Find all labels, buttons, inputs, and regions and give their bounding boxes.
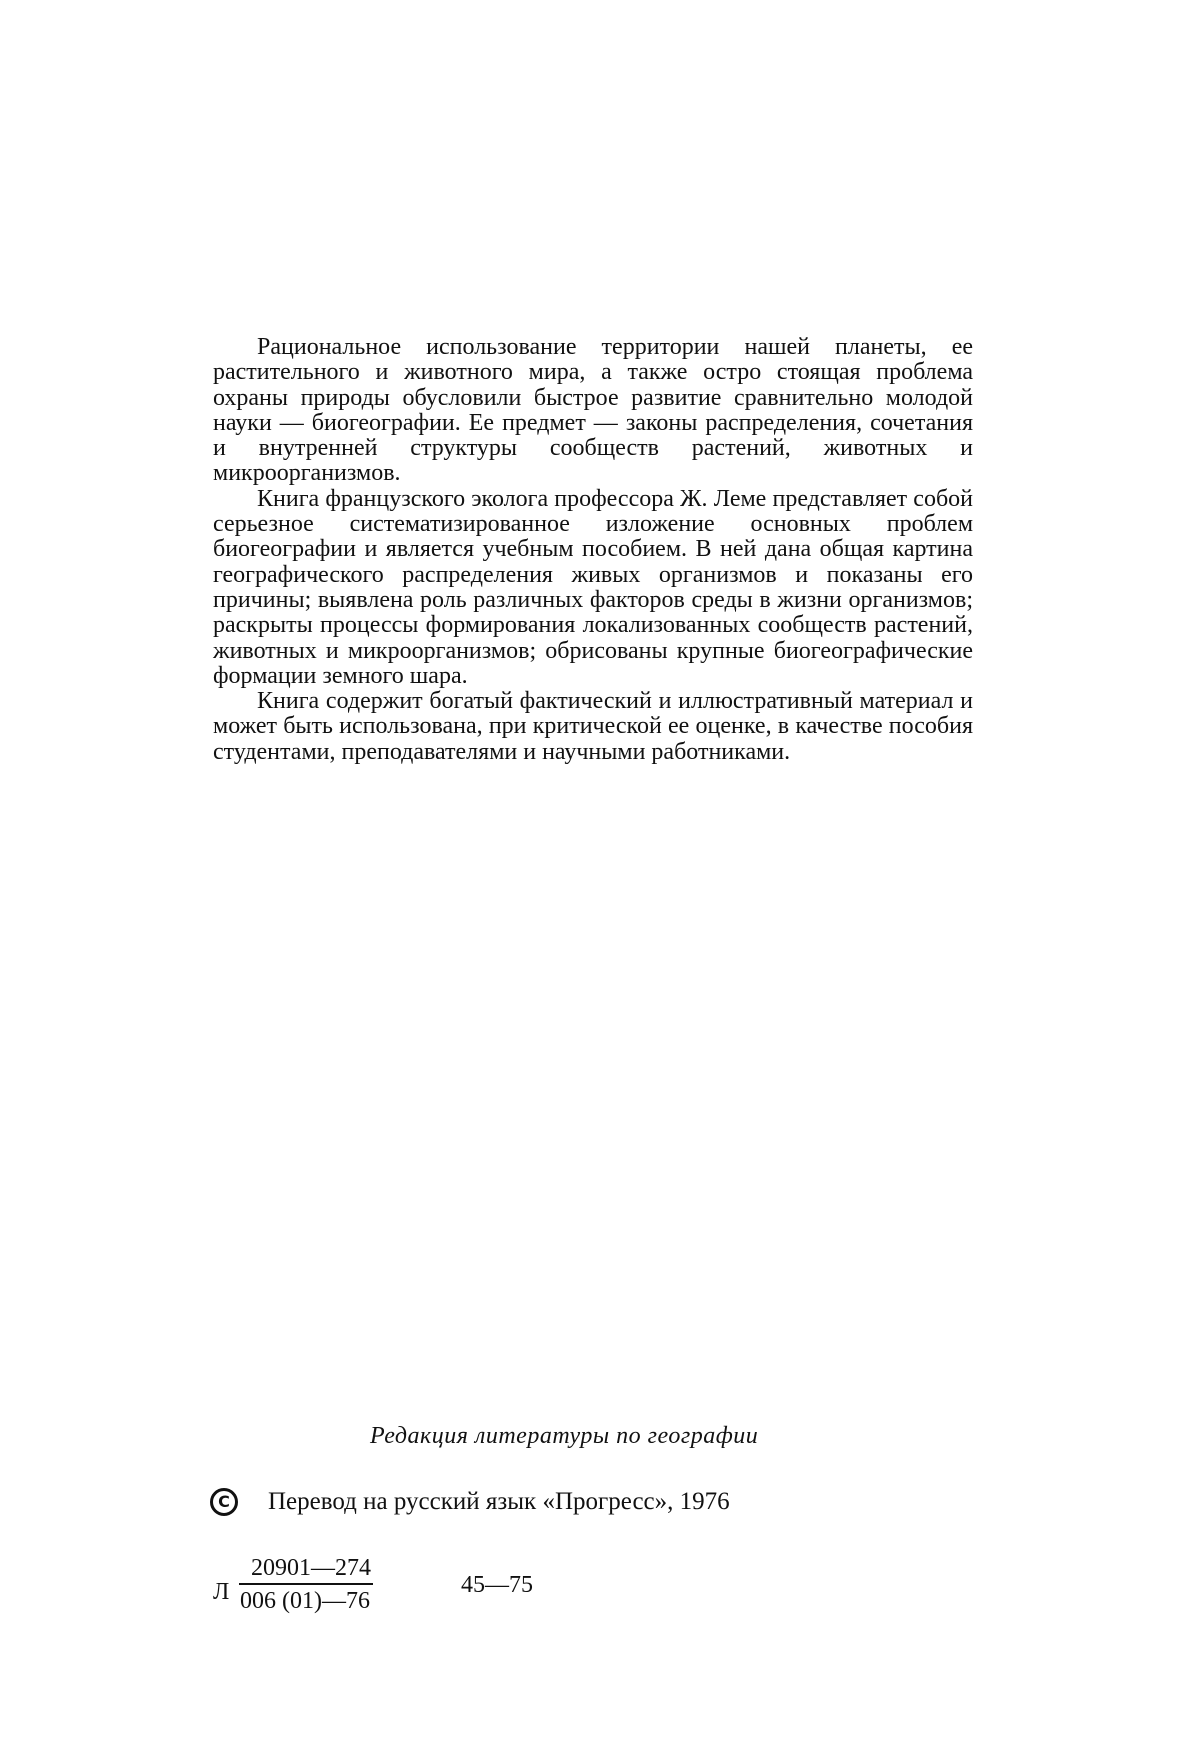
index-numerator: 20901—274: [239, 1555, 373, 1585]
index-suffix: 45—75: [461, 1572, 533, 1598]
editorial-office-note: Редакция литературы по географии: [370, 1423, 759, 1449]
copyright-line: [210, 1484, 730, 1520]
annotation-paragraph: Рациональное использование территории нашей планеты, ее растительного и животного мира, а также остро стоящая проблема охраны природы обусловили быстрое развитие сравнительно молодой науки — биогеографии. Ее предмет — законы распределения, сочетания и внутренней структуры сообществ растений, животных и микроорганизмов.: [213, 334, 973, 487]
index-denominator: 006 (01)—76: [240, 1588, 370, 1614]
copyright-text: Перевод на русский язык «Прогресс», 1976: [268, 1488, 730, 1515]
index-letter: Л: [213, 1579, 230, 1605]
annotation-text: [213, 335, 973, 765]
index-fraction: [239, 1555, 373, 1615]
copyright-icon: C: [210, 1488, 238, 1516]
annotation-paragraph: Книга французского эколога профессора Ж. Леме представляет собой серьезное систематизированное изложение основных проблем биогеографии и является учебным пособием. В ней дана общая картина географического распределения живых организмов и показаны его причины; выявлена роль различных факторов среды в жизни организмов; раскрыты процессы формирования локализованных сообществ растений, животных и микроорганизмов; обрисованы крупные биогеографические формации земного шара.: [213, 485, 973, 689]
annotation-paragraph: Книга содержит богатый фактический и иллюстративный материал и может быть использована, при критической ее оценке, в качестве пособия студентами, преподавателями и научными работниками.: [213, 688, 973, 765]
